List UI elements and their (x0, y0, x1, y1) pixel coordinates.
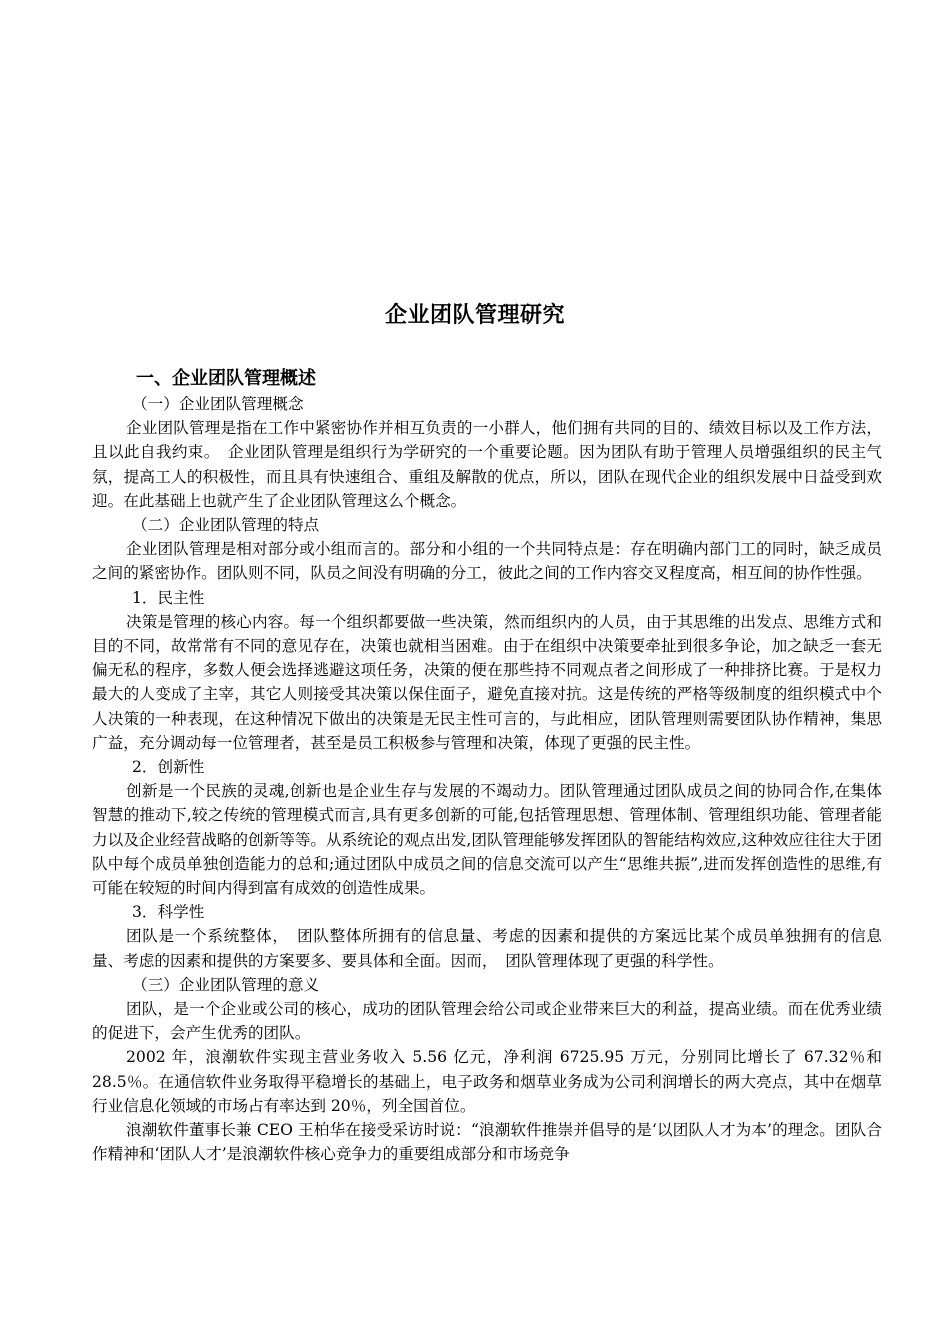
paragraph: 团队，是一个企业或公司的核心，成功的团队管理会给公司或企业带来巨大的利益，提高业绩。而在优秀业绩的促进下，会产生优秀的团队。 (92, 1000, 882, 1043)
paragraph: 企业团队管理是指在工作中紧密协作并相互负责的一小群人，他们拥有共同的目的、绩效目标以及工作方法，且以此自我约束。 企业团队管理是组织行为学研究的一个重要论题。因为团队有助于管理人员增强组织的民主气氛，提高工人的积极性，而且具有快速组合、重组及解散的优点，所以，团队在现代企业的组织发展中日益受到欢迎。在此基础上也就产生了企业团队管理这么个概念。 (92, 419, 882, 510)
section-heading: 一、企业团队管理概述 (136, 368, 316, 389)
document-body (92, 392, 882, 1167)
subheading-significance: （三）企业团队管理的意义 (132, 975, 320, 994)
paragraph: 创新是一个民族的灵魂,创新也是企业生存与发展的不竭动力。团队管理通过团队成员之间的协同合作,在集体智慧的推动下,较之传统的管理模式而言,具有更多创新的可能,包括管理思想、管理体制、管理组织功能、管理者能力以及企业经营战略的创新等等。从系统论的观点出发,团队管理能够发挥团队的智能结构效应,这种效应往往大于团队中每个成员单独创造能力的总和;通过团队中成员之间的信息交流可以产生“思维共振”,进而发挥创造性的思维,有可能在较短的时间内得到富有成效的创造性成果。 (92, 782, 882, 898)
subheading-innovation: 2．创新性 (132, 758, 205, 777)
subheading-democracy: 1．民主性 (132, 588, 205, 607)
subheading-features: （二）企业团队管理的特点 (132, 516, 320, 535)
document-title: 企业团队管理研究 (384, 303, 565, 328)
paragraph: 企业团队管理是相对部分或小组而言的。部分和小组的一个共同特点是：存在明确内部门工的同时，缺乏成员之间的紧密协作。团队则不同，队员之间没有明确的分工，彼此之间的工作内容交叉程度高，相互间的协作性强。 (92, 540, 882, 583)
paragraph: 决策是管理的核心内容。每一个组织都要做一些决策，然而组织内的人员，由于其思维的出发点、思维方式和目的不同，故常常有不同的意见存在，决策也就相当困难。由于在组织中决策要牵扯到很多争论，加之缺乏一套无偏无私的程序，多数人便会选择逃避这项任务，决策的便在那些持不同观点者之间形成了一种排挤比赛。于是权力最大的人变成了主宰，其它人则接受其决策以保住面子，避免直接对抗。这是传统的严格等级制度的组织模式中个人决策的一种表现，在这种情况下做出的决策是无民主性可言的，与此相应，团队管理则需要团队协作精神，集思广益，充分调动每一位管理者，甚至是员工积极参与管理和决策，体现了更强的民主性。 (92, 612, 882, 752)
paragraph: 团队是一个系统整体， 团队整体所拥有的信息量、考虑的因素和提供的方案远比某个成员单独拥有的信息量、考虑的因素和提供的方案要多、要具体和全面。因而， 团队管理体现了更强的科学性。 (92, 927, 882, 970)
subheading-science: 3．科学性 (132, 903, 205, 922)
paragraph: 浪潮软件董事长兼 CEO 王柏华在接受采访时说：“浪潮软件推崇并倡导的是‘以团队人才为本’的理念。团队合作精神和‘团队人才’是浪潮软件核心竞争力的重要组成部分和市场竞争 (92, 1121, 882, 1164)
paragraph: 2002 年，浪潮软件实现主营业务收入 5.56 亿元，净利润 6725.95 万元，分别同比增长了 67.32％和 28.5％。在通信软件业务取得平稳增长的基础上，电子政务和烟草业务成为公司利润增长的两大亮点，其中在烟草行业信息化领域的市场占有率达到 20％，列全国首位。 (92, 1048, 882, 1115)
subheading-concept: （一）企业团队管理概念 (132, 395, 304, 413)
